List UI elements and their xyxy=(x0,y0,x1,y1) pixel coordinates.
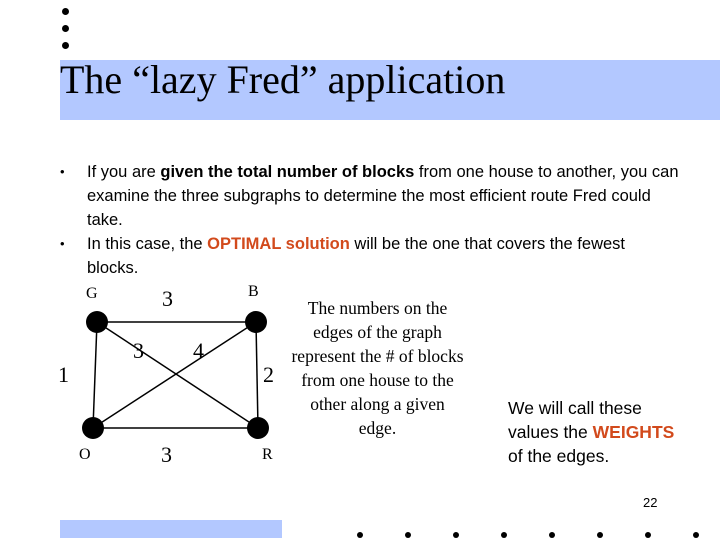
weight-g-b: 3 xyxy=(162,286,173,311)
bullet-1-pre: If you are xyxy=(87,163,161,181)
edge-b-r xyxy=(256,322,258,428)
weight-diag-left: 3 xyxy=(133,338,144,363)
edge-g-r xyxy=(97,322,258,428)
node-label-r: R xyxy=(262,446,273,463)
bottom-dot-5 xyxy=(549,532,555,538)
bullet-mark: • xyxy=(60,236,65,251)
bottom-band xyxy=(60,520,282,538)
edge-g-o xyxy=(93,322,97,428)
weights-note-pre: We will call these values the xyxy=(508,398,642,442)
weight-g-o: 1 xyxy=(58,362,69,387)
node-b xyxy=(245,311,267,333)
bottom-dot-4 xyxy=(501,532,507,538)
bottom-dot-6 xyxy=(597,532,603,538)
weights-note xyxy=(508,396,678,468)
node-r xyxy=(247,417,269,439)
bullet-2-pre: In this case, the xyxy=(87,235,208,253)
bottom-dot-1 xyxy=(357,532,363,538)
node-label-g: G xyxy=(86,285,98,302)
bottom-dot-2 xyxy=(405,532,411,538)
bottom-dot-3 xyxy=(453,532,459,538)
node-label-o: O xyxy=(79,446,91,463)
node-g xyxy=(86,311,108,333)
weight-b-r: 2 xyxy=(263,362,274,387)
weight-diag-right: 4 xyxy=(193,338,204,363)
node-label-b: B xyxy=(248,283,259,300)
page-number: 22 xyxy=(643,495,658,510)
graph-description: The numbers on the edges of the graph represent the # of blocks from one house to the other along a given edge. xyxy=(291,298,464,438)
slide-title: The “lazy Fred” application xyxy=(60,57,506,102)
bullet-mark: • xyxy=(60,164,65,179)
weights-note-emphasis: WEIGHTS xyxy=(592,422,675,442)
node-o xyxy=(82,417,104,439)
bullet-1-post: from one house to another, you can examine the three subgraphs to determine the most efficient route Fred could take. xyxy=(87,163,679,229)
bottom-dot-7 xyxy=(645,532,651,538)
weights-note-post: of the edges. xyxy=(508,446,610,466)
bullet-1-emphasis: given the total number of blocks xyxy=(160,163,415,181)
bottom-dot-8 xyxy=(693,532,699,538)
weight-o-r: 3 xyxy=(161,442,172,467)
bullet-2-post: will be the one that covers the fewest blocks. xyxy=(87,235,625,277)
edge-b-o xyxy=(93,322,256,428)
bullet-2-emphasis: OPTIMAL solution xyxy=(207,235,350,253)
